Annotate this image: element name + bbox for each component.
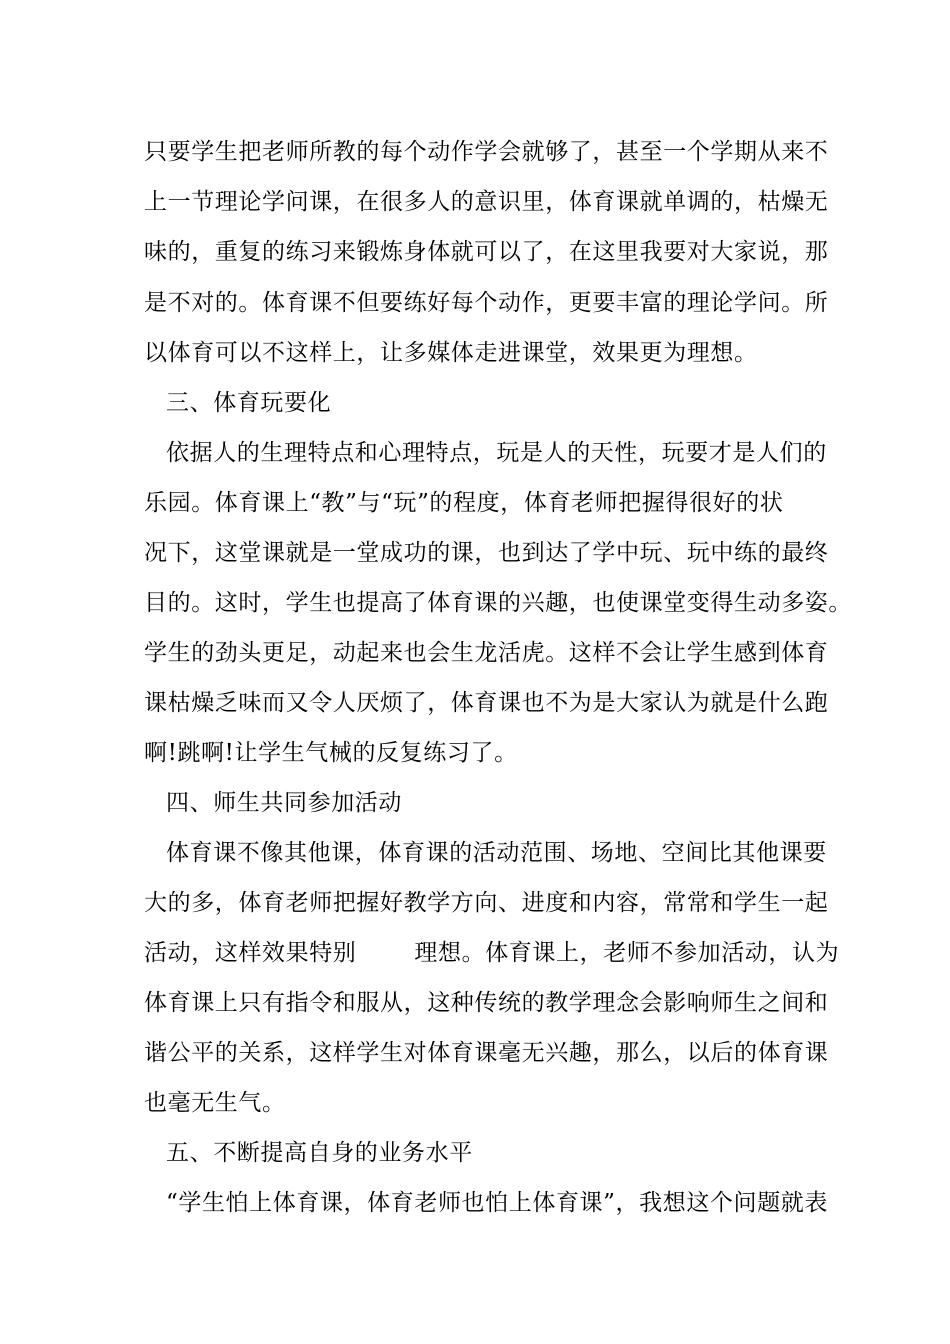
paragraph-line: 体育课上只有指令和服从，这种传统的教学理念会影响师生之间和 [144, 990, 829, 1016]
paragraph-line [144, 938, 839, 968]
paragraph-line: 也毫无生气。 [144, 1090, 286, 1116]
paragraph-line: 是不对的。体育课不但要练好每个动作，更要丰富的理论学问。所 [144, 290, 829, 316]
paragraph-line: 况下，这堂课就是一堂成功的课，也到达了学中玩、玩中练的最终 [144, 540, 829, 566]
paragraph-line: 乐园。体育课上“教”与“玩”的程度，体育老师把握得很好的状 [144, 490, 784, 516]
paragraph-line: 课枯燥乏味而又令人厌烦了，体育课也不为是大家认为就是什么跑 [144, 690, 829, 716]
paragraph-line: 体育课不像其他课，体育课的活动范围、场地、空间比其他课要 [166, 840, 827, 866]
paragraph-line: 大的多，体育老师把握好教学方向、进度和内容，常常和学生一起 [144, 890, 829, 916]
paragraph-line: 学生的劲头更足，动起来也会生龙活虎。这样不会让学生感到体育 [144, 640, 829, 666]
section-heading-5: 五、不断提高自身的业务水平 [166, 1140, 473, 1166]
section-heading-3: 三、体育玩要化 [166, 390, 332, 416]
paragraph-line: 以体育可以不这样上，让多媒体走进课堂，效果更为理想。 [144, 340, 758, 366]
paragraph-line: 目的。这时，学生也提高了体育课的兴趣，也使课堂变得生动多姿。 [144, 590, 852, 616]
section-heading-4: 四、师生共同参加活动 [166, 790, 402, 816]
paragraph-line: 味的，重复的练习来锻炼身体就可以了，在这里我要对大家说，那 [144, 239, 829, 265]
paragraph-line: 依据人的生理特点和心理特点，玩是人的天性，玩要才是人们的 [166, 440, 827, 466]
paragraph-line: “学生怕上体育课，体育老师也怕上体育课”，我想这个问题就表 [166, 1190, 828, 1216]
paragraph-line: 只要学生把老师所教的每个动作学会就够了，甚至一个学期从来不 [144, 139, 829, 165]
paragraph-line: 上一节理论学问课，在很多人的意识里，体育课就单调的，枯燥无 [144, 189, 829, 215]
paragraph-line: 啊!跳啊!让学生气械的反复练习了。 [144, 740, 518, 766]
line-segment-start: 活动，这样效果特别 [144, 940, 357, 966]
line-segment-end: 理想。体育课上，老师不参加活动，认为 [414, 940, 840, 966]
paragraph-line: 谐公平的关系，这样学生对体育课毫无兴趣，那么，以后的体育课 [144, 1040, 829, 1066]
